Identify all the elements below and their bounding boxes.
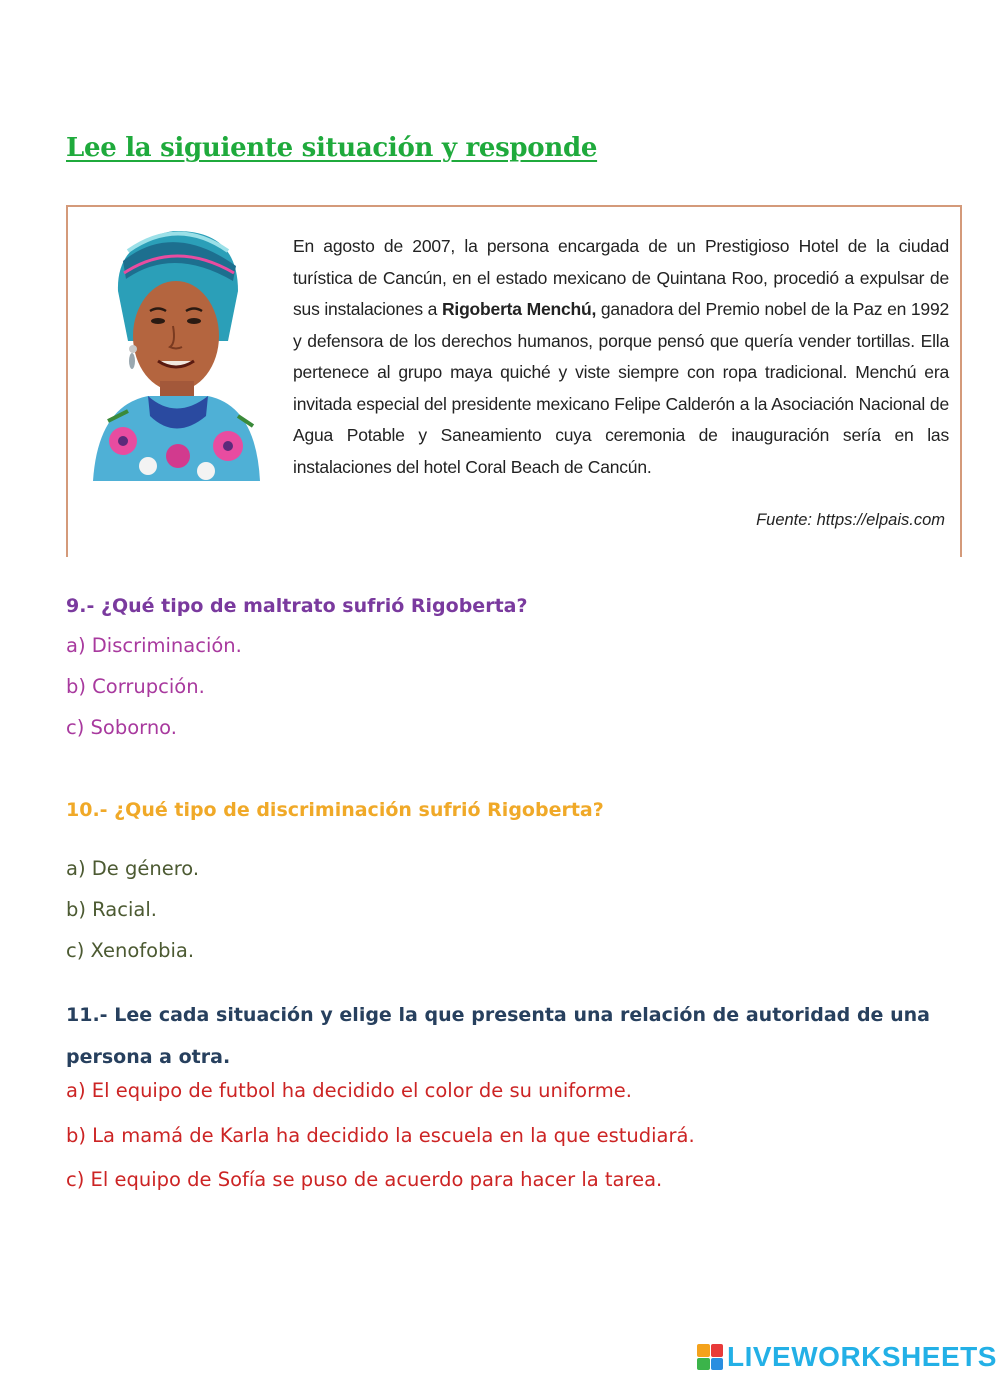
question-11-option-a[interactable]: a) El equipo de futbol ha decidido el color de su uniforme. bbox=[66, 1079, 632, 1102]
page-heading: Lee la siguiente situación y responde bbox=[66, 133, 598, 163]
question-9-option-a[interactable]: a) Discriminación. bbox=[66, 634, 242, 657]
story-text-part-1: En agosto de 2007, la persona encargada de un Prestigioso Hotel de la ciudad turística de Cancún, en el estado mexicano de Quintana Roo, procedió a expulsar de sus instalaciones a bbox=[293, 236, 949, 319]
question-11-option-c[interactable]: c) El equipo de Sofía se puso de acuerdo para hacer la tarea. bbox=[66, 1168, 663, 1191]
rigoberta-portrait bbox=[88, 221, 263, 481]
liveworksheets-logo[interactable] bbox=[697, 1342, 997, 1372]
story-name: Rigoberta Menchú, bbox=[441, 299, 597, 319]
question-9: 9.- ¿Qué tipo de maltrato sufrió Rigoberta? bbox=[66, 595, 528, 617]
question-11: 11.- Lee cada situación y elige la que presenta una relación de autoridad de una persona a otra. bbox=[66, 1004, 930, 1068]
story-text-part-2: ganadora del Premio nobel de la Paz en 1992 y defensora de los derechos humanos, porque pensó que quería vender tortillas. Ella pertenece al grupo maya quiché y viste siempre con ropa tradicional. Menchú era invitada especial del presidente mexicano Felipe Calderón a la Asociación Nacional de Agua Potable y Saneamiento cuya ceremonia de inauguración sería en las instalaciones del hotel Coral Beach de Cancún. bbox=[293, 299, 950, 477]
logo-text: LIVEWORKSHEETS bbox=[727, 1341, 997, 1372]
question-10-option-c[interactable]: c) Xenofobia. bbox=[66, 939, 195, 962]
story-source: Fuente: https://elpais.com bbox=[756, 511, 945, 529]
story-text bbox=[293, 231, 949, 483]
question-9-option-b[interactable]: b) Corrupción. bbox=[66, 675, 205, 698]
logo-square-1 bbox=[697, 1344, 710, 1357]
logo-square-3 bbox=[697, 1358, 710, 1371]
story-box bbox=[66, 205, 962, 557]
question-10: 10.- ¿Qué tipo de discriminación sufrió Rigoberta? bbox=[66, 799, 604, 821]
logo-square-2 bbox=[711, 1344, 724, 1357]
question-9-option-c[interactable]: c) Soborno. bbox=[66, 716, 177, 739]
question-11-option-b[interactable]: b) La mamá de Karla ha decidido la escuela en la que estudiará. bbox=[66, 1124, 695, 1147]
question-10-option-a[interactable]: a) De género. bbox=[66, 857, 200, 880]
question-10-option-b[interactable]: b) Racial. bbox=[66, 898, 157, 921]
logo-mark-icon bbox=[697, 1344, 723, 1370]
logo-square-4 bbox=[711, 1358, 724, 1371]
